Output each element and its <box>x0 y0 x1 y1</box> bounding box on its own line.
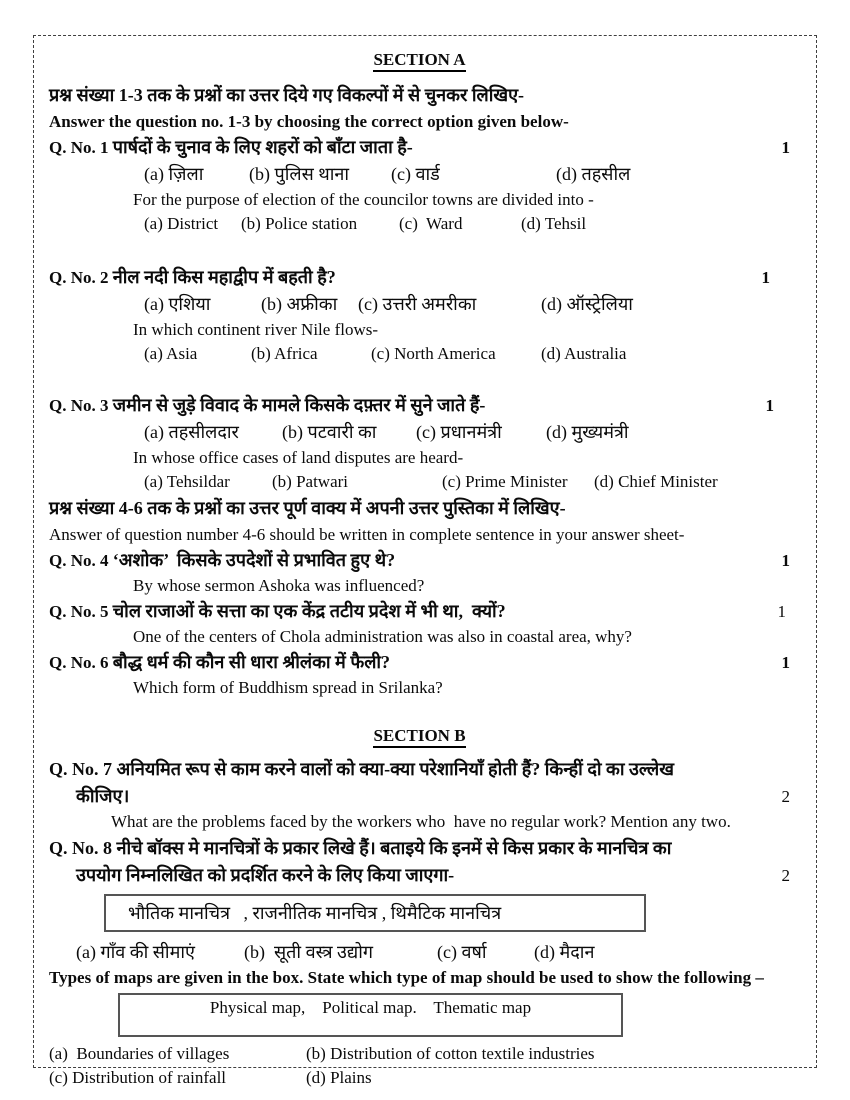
q2-question-hindi: Q. No. 2 नील नदी किस महाद्वीप में बहती है? <box>49 267 336 287</box>
q8-map-types-box-english: Physical map, Political map. Thematic map <box>118 993 623 1037</box>
q6-question-row <box>49 649 790 676</box>
q7-question-english: What are the problems faced by the workers who have no regular work? Mention any two. <box>111 812 731 831</box>
q8-question-line2-row <box>49 862 790 889</box>
q6-number: Q. No. 6 <box>49 653 109 672</box>
q8-marks: 2 <box>781 866 790 885</box>
q7-marks: 2 <box>781 787 790 806</box>
q1-options-hindi <box>144 161 790 188</box>
q7-question-line1: Q. No. 7 अनियमित रूप से काम करने वालों को क्या-क्या परेशानियाँ होती हैं? किन्हीं दो का उल्लेख <box>49 759 674 779</box>
q2-option-c-en: (c) North America <box>371 344 496 363</box>
q1-marks: 1 <box>781 138 790 157</box>
q1-option-a-hi: (a) ज़िला <box>144 164 204 184</box>
q1-option-d-en: (d) Tehsil <box>521 214 587 233</box>
q4-marks: 1 <box>781 551 790 570</box>
section-a-heading-text: SECTION A <box>373 50 465 72</box>
q8-option-c-hi: (c) वर्षा <box>437 942 487 962</box>
q3-option-b-en: (b) Patwari <box>272 472 349 491</box>
section-a-instruction-hindi: प्रश्न संख्या 1-3 तक के प्रश्नों का उत्तर दिये गए विकल्पों में से चुनकर लिखिए- <box>49 85 525 105</box>
section-b-heading <box>49 722 790 749</box>
q3-number: Q. No. 3 <box>49 396 109 415</box>
q4-question-hindi: Q. No. 4 ‘अशोक’ किसके उपदेशों से प्रभावित हुए थे? <box>49 550 396 570</box>
q3-option-c-hi: (c) प्रधानमंत्री <box>416 422 502 442</box>
mid-instruction-english: Answer of question number 4-6 should be written in complete sentence in your answer sheet- <box>49 525 685 544</box>
q3-options-hindi <box>144 419 790 446</box>
q4-question-english: By whose sermon Ashoka was influenced? <box>133 576 425 595</box>
q3-option-d-en: (d) Chief Minister <box>594 472 718 491</box>
q8-question-line1: Q. No. 8 नीचे बॉक्स मे मानचित्रों के प्रकार लिखे हैं। बताइये कि इनमें से किस प्रकार के मानचित्र का <box>49 838 672 858</box>
q2-option-a-hi: (a) एशिया <box>144 294 211 314</box>
q8-options-english-row1 <box>49 1042 790 1066</box>
q8-option-c-en: (c) Distribution of rainfall <box>49 1068 227 1087</box>
q1-option-d-hi: (d) तहसील <box>556 164 631 184</box>
q1-option-b-en: (b) Police station <box>241 214 358 233</box>
q3-question-hindi: Q. No. 3 जमीन से जुड़े विवाद के मामले किसके दफ़्तर में सुने जाते हैं- <box>49 395 486 415</box>
q8-option-b-en: (b) Distribution of cotton textile industries <box>306 1044 595 1063</box>
q3-option-d-hi: (d) मुख्यमंत्री <box>546 422 629 442</box>
q3-option-b-hi: (b) पटवारी का <box>282 422 377 442</box>
q2-number: Q. No. 2 <box>49 268 109 287</box>
q8-options-hindi <box>76 939 790 966</box>
q2-option-c-hi: (c) उत्तरी अमरीका <box>358 294 477 314</box>
q8-option-a-hi: (a) गाँव की सीमाएं <box>76 942 195 962</box>
q8-question-english: Types of maps are given in the box. State which type of map should be used to show the following – <box>49 968 764 987</box>
q3-option-a-hi: (a) तहसीलदार <box>144 422 239 442</box>
q5-question-hindi: Q. No. 5 चोल राजाओं के सत्ता का एक केंद्र तटीय प्रदेश में भी था, क्यों? <box>49 601 506 621</box>
q1-question-hindi: Q. No. 1 पार्षदों के चुनाव के लिए शहरों को बाँटा जाता है- <box>49 137 413 157</box>
q2-option-b-en: (b) Africa <box>251 344 318 363</box>
q3-question-english: In whose office cases of land disputes are heard- <box>133 448 464 467</box>
q6-question-english: Which form of Buddhism spread in Srilanka? <box>133 678 443 697</box>
q8-option-d-hi: (d) मैदान <box>534 942 595 962</box>
mid-instruction-hindi: प्रश्न संख्या 4-6 तक के प्रश्नों का उत्तर पूर्ण वाक्य में अपनी उत्तर पुस्तिका में लिखिए- <box>49 498 566 518</box>
q2-question-row <box>49 264 790 291</box>
q4-question-row <box>49 547 790 574</box>
q8-number: Q. No. 8 <box>49 838 112 858</box>
q2-option-a-en: (a) Asia <box>144 344 198 363</box>
q5-number: Q. No. 5 <box>49 602 109 621</box>
q6-question-hindi: Q. No. 6 बौद्ध धर्म की कौन सी धारा श्रीलंका में फैली? <box>49 652 391 672</box>
q3-option-a-en: (a) Tehsildar <box>144 472 230 491</box>
q1-option-c-hi: (c) वार्ड <box>391 164 440 184</box>
section-b-heading-text: SECTION B <box>373 726 465 748</box>
q2-option-d-en: (d) Australia <box>541 344 627 363</box>
q7-question-line2-row <box>49 783 790 810</box>
q8-question-line2: उपयोग निम्नलिखित को प्रदर्शित करने के लिए किया जाएगा- <box>76 865 455 885</box>
q1-number: Q. No. 1 <box>49 138 109 157</box>
section-a-heading <box>49 46 790 73</box>
q2-marks: 1 <box>761 268 770 287</box>
q5-question-row <box>49 598 790 625</box>
q8-option-b-hi: (b) सूती वस्त्र उद्योग <box>244 942 374 962</box>
q1-option-a-en: (a) District <box>144 214 219 233</box>
q8-option-d-en: (d) Plains <box>306 1068 372 1087</box>
section-a-instruction-english: Answer the question no. 1-3 by choosing the correct option given below- <box>49 112 569 131</box>
q8-map-types-box-hindi: भौतिक मानचित्र , राजनीतिक मानचित्र , थिमैटिक मानचित्र <box>104 894 646 932</box>
q1-question-row <box>49 134 790 161</box>
q1-option-b-hi: (b) पुलिस थाना <box>249 164 350 184</box>
q1-option-c-en: (c) Ward <box>399 214 463 233</box>
q3-options-english <box>144 470 790 494</box>
q7-number: Q. No. 7 <box>49 759 112 779</box>
q5-question-english: One of the centers of Chola administration was also in coastal area, why? <box>133 627 632 646</box>
q2-option-b-hi: (b) अफ्रीका <box>261 294 338 314</box>
q8-options-english-row2 <box>49 1066 790 1090</box>
q7-question-line2: कीजिए। <box>76 786 130 806</box>
paper-border-frame <box>33 35 817 1087</box>
q3-marks: 1 <box>765 396 774 415</box>
q2-option-d-hi: (d) ऑस्ट्रेलिया <box>541 294 633 314</box>
q2-options-english <box>144 342 790 366</box>
q8-option-a-en: (a) Boundaries of villages <box>49 1044 230 1063</box>
q6-marks: 1 <box>781 653 790 672</box>
q1-question-english: For the purpose of election of the councilor towns are divided into - <box>133 190 594 209</box>
q2-options-hindi <box>144 291 790 318</box>
q2-question-english: In which continent river Nile flows- <box>133 320 379 339</box>
q4-number: Q. No. 4 <box>49 551 109 570</box>
q1-options-english <box>144 212 790 236</box>
q3-option-c-en: (c) Prime Minister <box>442 472 568 491</box>
q3-question-row <box>49 392 790 419</box>
q5-marks: 1 <box>777 602 786 621</box>
